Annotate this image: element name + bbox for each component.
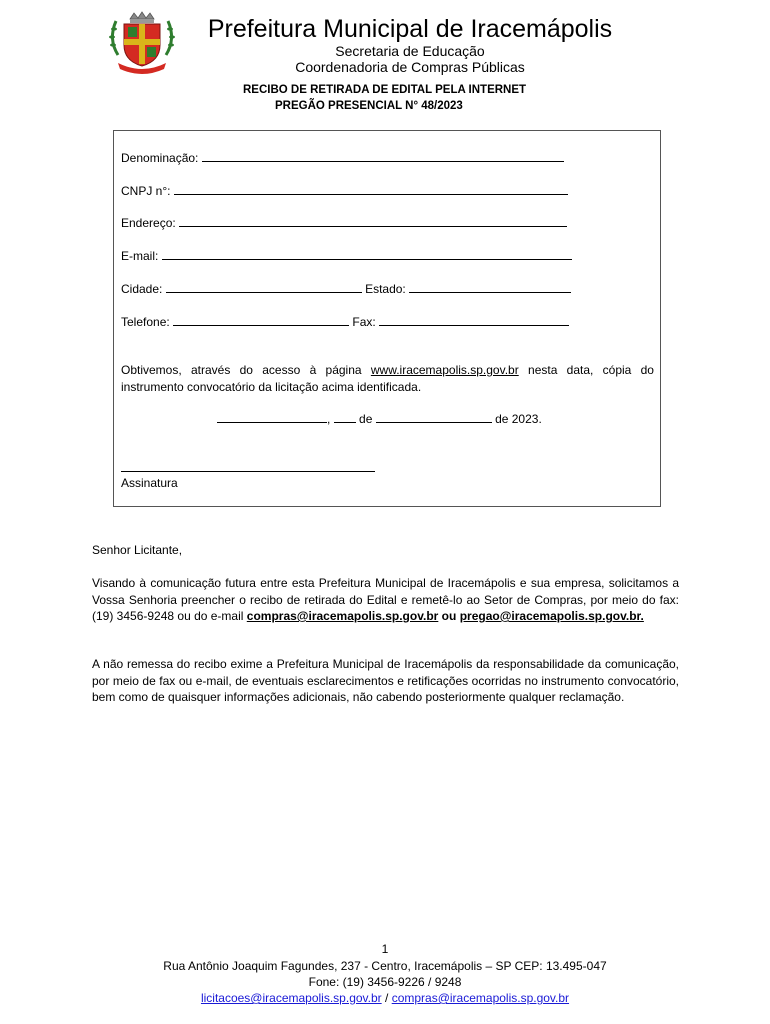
telefone-blank[interactable]: [173, 314, 349, 326]
municipal-crest-logo: [106, 11, 178, 77]
cidade-blank[interactable]: [166, 281, 362, 293]
statement-text-before: Obtivemos, através do acesso à página: [121, 363, 362, 377]
footer-phone: Fone: (19) 3456-9226 / 9248: [308, 975, 462, 989]
cnpj-field: [121, 183, 568, 199]
date-comma: ,: [327, 412, 331, 426]
fax-blank[interactable]: [379, 314, 569, 326]
endereco-blank[interactable]: [179, 215, 567, 227]
cidade-estado-field: [121, 281, 571, 297]
letter-paragraph-1: [92, 575, 679, 625]
denominacao-blank[interactable]: [202, 150, 564, 162]
division-subtitle: Coordenadoria de Compras Públicas: [295, 59, 525, 75]
website-link[interactable]: www.iracemapolis.sp.gov.br: [370, 363, 519, 377]
footer-emails: [0, 990, 770, 1006]
signature-label: Assinatura: [121, 476, 178, 490]
letter-greeting: Senhor Licitante,: [92, 543, 183, 557]
telefone-fax-field: [121, 314, 569, 330]
denominacao-label: Denominação:: [121, 151, 199, 165]
department-subtitle: Secretaria de Educação: [335, 43, 485, 59]
cnpj-label: CNPJ n°:: [121, 184, 171, 198]
signature-line: [121, 460, 375, 476]
fax-label: Fax:: [352, 315, 376, 329]
estado-blank[interactable]: [409, 281, 571, 293]
receipt-statement: [121, 362, 654, 395]
p1-text: Visando à comunicação futura entre esta Prefeitura Municipal de Iracemápolis e sua empresa, solicitamos a Vossa Senhoria preencher o recibo de retirada do Edital e remetê-lo ao Setor de Compras, por meio do fax: (19) 3456-9248 ou do e-mail: [92, 576, 679, 623]
cnpj-blank[interactable]: [174, 183, 568, 195]
licitacoes-email-link[interactable]: licitacoes@iracemapolis.sp.gov.br: [200, 991, 382, 1005]
letter-paragraph-2: A não remessa do recibo exime a Prefeitura Municipal de Iracemápolis da responsabilidade da comunicação, por meio de fax ou e-mail, de eventuais esclarecimentos e retificações ocorridas no instrumento convocatório, bem como de quaisquer informações adicionais, não cabendo posteriormente qualquer reclamação.: [92, 657, 679, 704]
signature-blank[interactable]: [121, 460, 375, 472]
email-field: [121, 248, 572, 264]
statement-text-after: nesta data, cópia do instrumento convocatório da licitação acima identificada.: [121, 363, 654, 394]
email-blank[interactable]: [162, 248, 572, 260]
month-blank[interactable]: [376, 411, 492, 423]
day-blank[interactable]: [217, 411, 327, 423]
footer-compras-email-link[interactable]: compras@iracemapolis.sp.gov.br: [391, 991, 570, 1005]
bid-number: PREGÃO PRESENCIAL N° 48/2023: [275, 100, 463, 112]
estado-label: Estado:: [365, 282, 406, 296]
document-title: RECIBO DE RETIRADA DE EDITAL PELA INTERNET: [243, 84, 527, 96]
endereco-field: [121, 215, 567, 231]
pregao-email-link[interactable]: pregao@iracemapolis.sp.gov.br.: [459, 609, 644, 623]
date-year: de 2023.: [495, 412, 542, 426]
footer-separator: /: [385, 991, 389, 1005]
p1-ou: ou: [441, 609, 457, 623]
email-label: E-mail:: [121, 249, 159, 263]
day-number-blank[interactable]: [334, 411, 356, 423]
compras-email-link[interactable]: compras@iracemapolis.sp.gov.br: [246, 609, 439, 623]
denominacao-field: [121, 150, 564, 166]
page-number: 1: [381, 942, 389, 956]
municipality-title: Prefeitura Municipal de Iracemápolis: [207, 15, 613, 43]
cidade-label: Cidade:: [121, 282, 163, 296]
telefone-label: Telefone:: [121, 315, 170, 329]
footer-address: Rua Antônio Joaquim Fagundes, 237 - Centro, Iracemápolis – SP CEP: 13.495-047: [163, 959, 607, 973]
date-de: de: [359, 412, 373, 426]
date-line: [217, 411, 542, 427]
endereco-label: Endereço:: [121, 216, 176, 230]
